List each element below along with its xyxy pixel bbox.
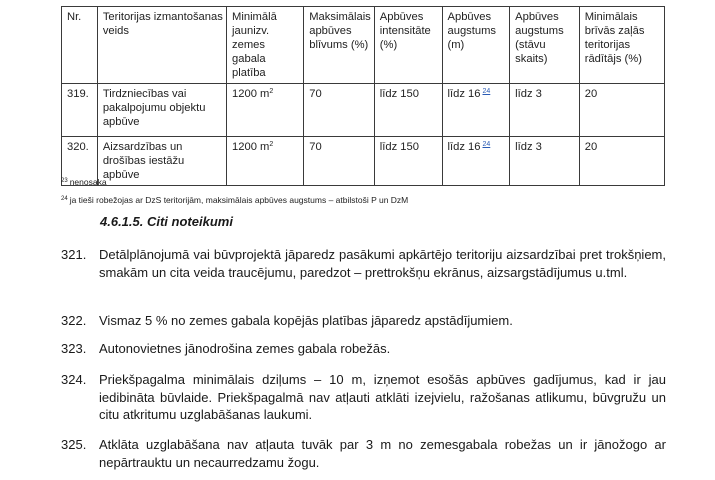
- footnote-mark: 24: [61, 196, 68, 202]
- height-value: līdz 16: [447, 141, 481, 153]
- paragraph-324: [61, 371, 666, 424]
- paragraph-number: 324.: [61, 372, 87, 387]
- header-height-storeys: Apbūves augstums (stāvu skaits): [510, 7, 580, 84]
- header-max-density: Maksimālais apbūves blīvums (%): [304, 7, 375, 84]
- cell-height-storeys: līdz 3: [510, 137, 580, 186]
- cell-usage-type: Aizsardzības un drošības iestāžu apbūve: [97, 137, 226, 186]
- paragraph-321: [61, 246, 666, 281]
- header-nr: Nr.: [62, 7, 98, 84]
- header-usage-type: Teritorijas izmantošanas veids: [97, 7, 226, 84]
- cell-min-area: [227, 137, 304, 186]
- cell-height-m: [442, 137, 510, 186]
- paragraph-text: Priekšpagalma minimālais dziļums – 10 m, izņemot esošās apbūves gadījumus, kad ir jau iedibināta būvlaide. Priekšpagalmā nav atļauti atklāti izejvielu, ražošanas atlikumu, būvgružu un citu atkritumu uzglabāšanas laukumi.: [99, 372, 666, 422]
- cell-nr: 319.: [62, 84, 98, 137]
- footnote-link-24[interactable]: 24: [482, 141, 491, 148]
- cell-min-area: [227, 84, 304, 137]
- paragraph-number: 322.: [61, 313, 87, 328]
- footnote-text: ja tieši robežojas ar DzS teritorijām, maksimālais apbūves augstums – atbilstoši P un DzM: [69, 195, 409, 205]
- footnote-mark: 23: [61, 178, 68, 184]
- paragraph-322: [61, 312, 666, 330]
- regulations-table: [61, 6, 665, 186]
- table-row: [62, 84, 665, 137]
- table-row: [62, 137, 665, 186]
- cell-max-density: 70: [304, 84, 375, 137]
- paragraph-text: Autonovietnes jānodrošina zemes gabala robežās.: [99, 341, 391, 356]
- area-superscript: 2: [269, 141, 274, 148]
- cell-green-area: 20: [579, 84, 664, 137]
- cell-max-density: 70: [304, 137, 375, 186]
- footnote-link-24[interactable]: 24: [482, 88, 491, 95]
- paragraph-number: 323.: [61, 341, 87, 356]
- section-heading: 4.6.1.5. Citi noteikumi: [100, 214, 233, 229]
- cell-height-m: [442, 84, 510, 137]
- cell-nr: 320.: [62, 137, 98, 186]
- paragraph-number: 321.: [61, 247, 87, 262]
- height-value: līdz 16: [447, 88, 481, 100]
- paragraph-text: Atklāta uzglabāšana nav atļauta tuvāk par 3 m no zemesgabala robežas un ir jānožogo ar nepārtrauktu un necaurredzamu žogu.: [99, 437, 666, 470]
- table-header-row: [62, 7, 665, 84]
- paragraph-text: Vismaz 5 % no zemes gabala kopējās platības jāparedz apstādījumiem.: [99, 313, 513, 328]
- footnote-23: [61, 177, 107, 187]
- header-intensity: Apbūves intensitāte (%): [374, 7, 442, 84]
- cell-intensity: līdz 150: [374, 84, 442, 137]
- header-height-m: Apbūves augstums (m): [442, 7, 510, 84]
- paragraph-323: [61, 340, 666, 358]
- footnote-text: nenosaka: [69, 177, 107, 187]
- area-value: 1200 m: [232, 88, 270, 100]
- paragraph-text: Detālplānojumā vai būvprojektā jāparedz pasākumi apkārtējo teritoriju aizsardzībai pret trokšņiem, smakām un cita veida traucējumu, paredzot – prettrokšņu ekrānus, aizsargstādījumus u.tml.: [99, 247, 666, 280]
- area-value: 1200 m: [232, 141, 270, 153]
- paragraph-number: 325.: [61, 437, 87, 452]
- footnote-24: [61, 195, 408, 205]
- cell-intensity: līdz 150: [374, 137, 442, 186]
- cell-height-storeys: līdz 3: [510, 84, 580, 137]
- cell-green-area: 20: [579, 137, 664, 186]
- paragraph-325: [61, 436, 666, 471]
- header-min-area: Minimālā jaunizv. zemes gabala platība: [227, 7, 304, 84]
- area-superscript: 2: [269, 88, 274, 95]
- header-green-area: Minimālais brīvās zaļās teritorijas rādītājs (%): [579, 7, 664, 84]
- cell-usage-type: Tirdzniecības vai pakalpojumu objektu apbūve: [97, 84, 226, 137]
